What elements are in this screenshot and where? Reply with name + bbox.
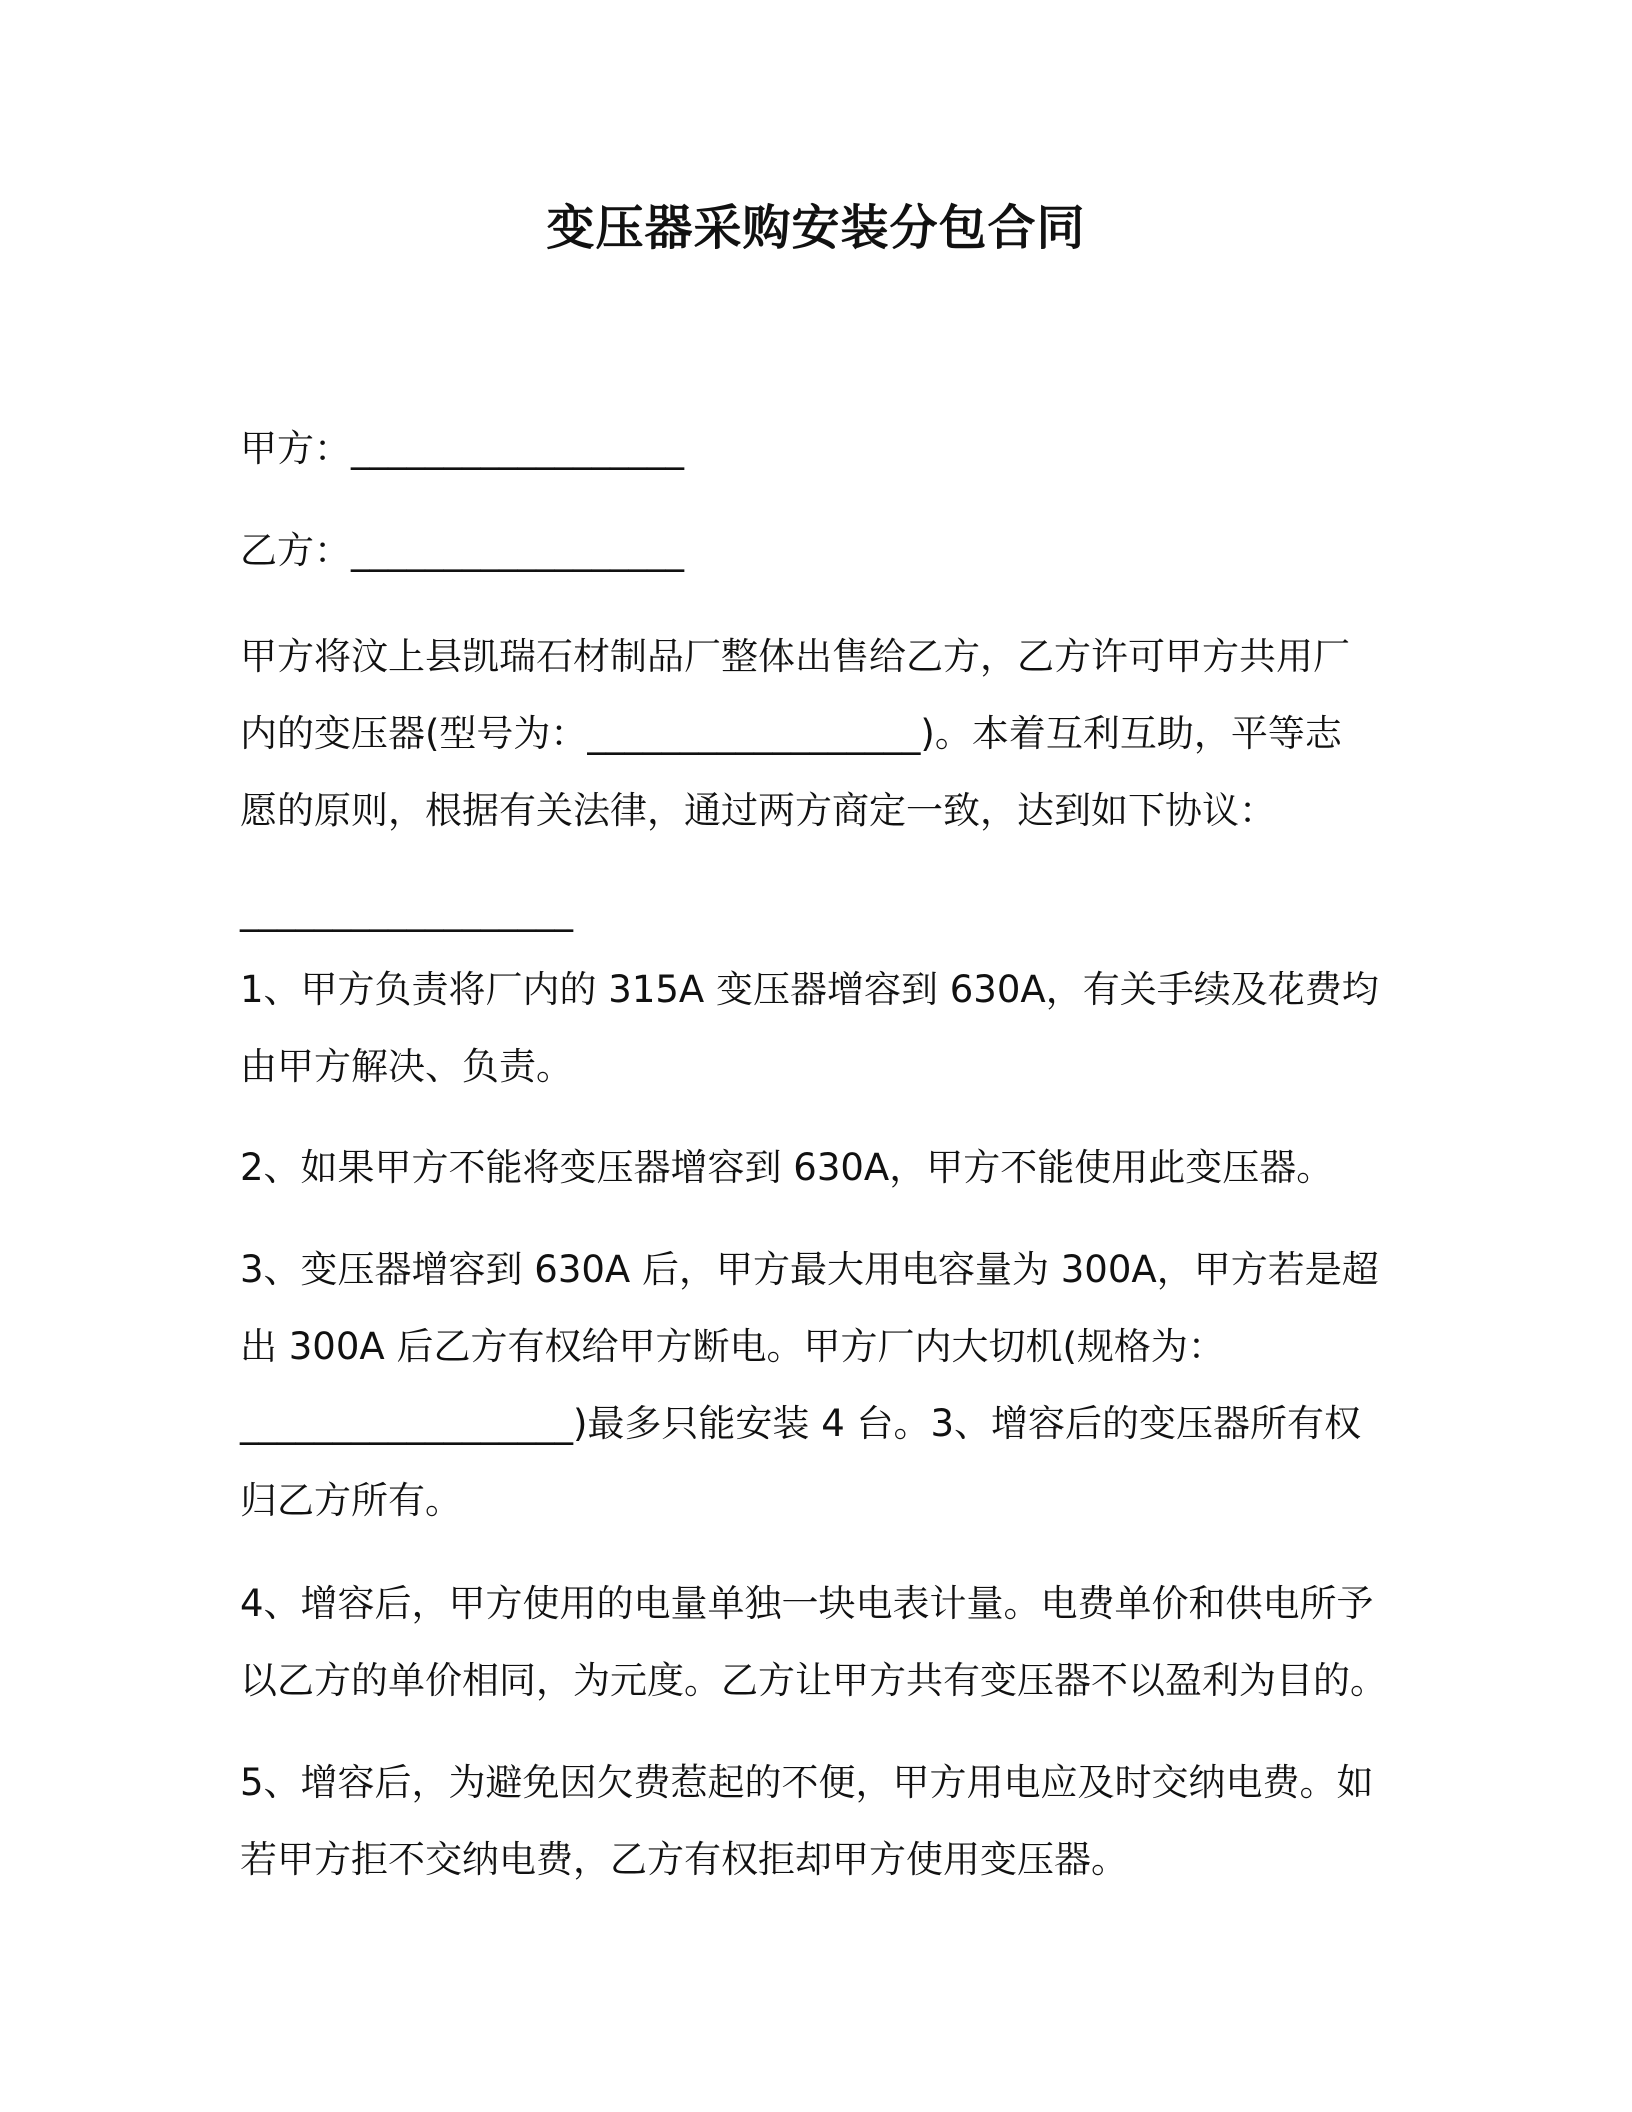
clause-line: 归乙方所有。 <box>240 1479 462 1522</box>
clause-line: 出 300A 后乙方有权给甲方断电。甲方厂内大切机(规格为： <box>240 1325 1225 1368</box>
document-title: 变压器采购安装分包合同 <box>546 200 1086 256</box>
clause-line: 以乙方的单价相同，为元度。乙方让甲方共有变压器不以盈利为目的。 <box>240 1659 1387 1702</box>
clause-line: 3、变压器增容到 630A 后，甲方最大用电容量为 300A，甲方若是超 <box>240 1248 1379 1291</box>
intro-line: 内的变压器(型号为：__________________)。本着互利互助，平等志 <box>240 712 1342 755</box>
clause-3 <box>240 1231 1400 1539</box>
clause-line: 4、增容后，甲方使用的电量单独一块电表计量。电费单价和供电所予 <box>240 1582 1374 1625</box>
clause-line: 若甲方拒不交纳电费，乙方有权拒却甲方使用变压器。 <box>240 1838 1128 1881</box>
clause-line: 2、如果甲方不能将变压器增容到 630A，甲方不能使用此变压器。 <box>240 1146 1334 1189</box>
clause-line: __________________)最多只能安装 4 台。3、增容后的变压器所有权 <box>240 1402 1362 1445</box>
party-b-line: 乙方：__________________ <box>240 529 684 572</box>
clause-4 <box>240 1565 1400 1719</box>
clause-2 <box>240 1129 1400 1206</box>
clause-line: 5、增容后，为避免因欠费惹起的不便，甲方用电应及时交纳电费。如 <box>240 1761 1374 1804</box>
party-a-line: 甲方：__________________ <box>240 427 684 470</box>
clause-5 <box>240 1744 1400 1898</box>
intro-blank-line: __________________ <box>240 889 573 932</box>
intro-line: 甲方将汶上县凯瑞石材制品厂整体出售给乙方，乙方许可甲方共用厂 <box>240 635 1350 678</box>
clause-1 <box>240 951 1400 1105</box>
intro-line: 愿的原则，根据有关法律，通过两方商定一致，达到如下协议： <box>240 789 1276 832</box>
clause-line: 由甲方解决、负责。 <box>240 1045 573 1088</box>
clause-line: 1、甲方负责将厂内的 315A 变压器增容到 630A，有关手续及花费均 <box>240 968 1379 1011</box>
intro-paragraph <box>240 618 1400 849</box>
